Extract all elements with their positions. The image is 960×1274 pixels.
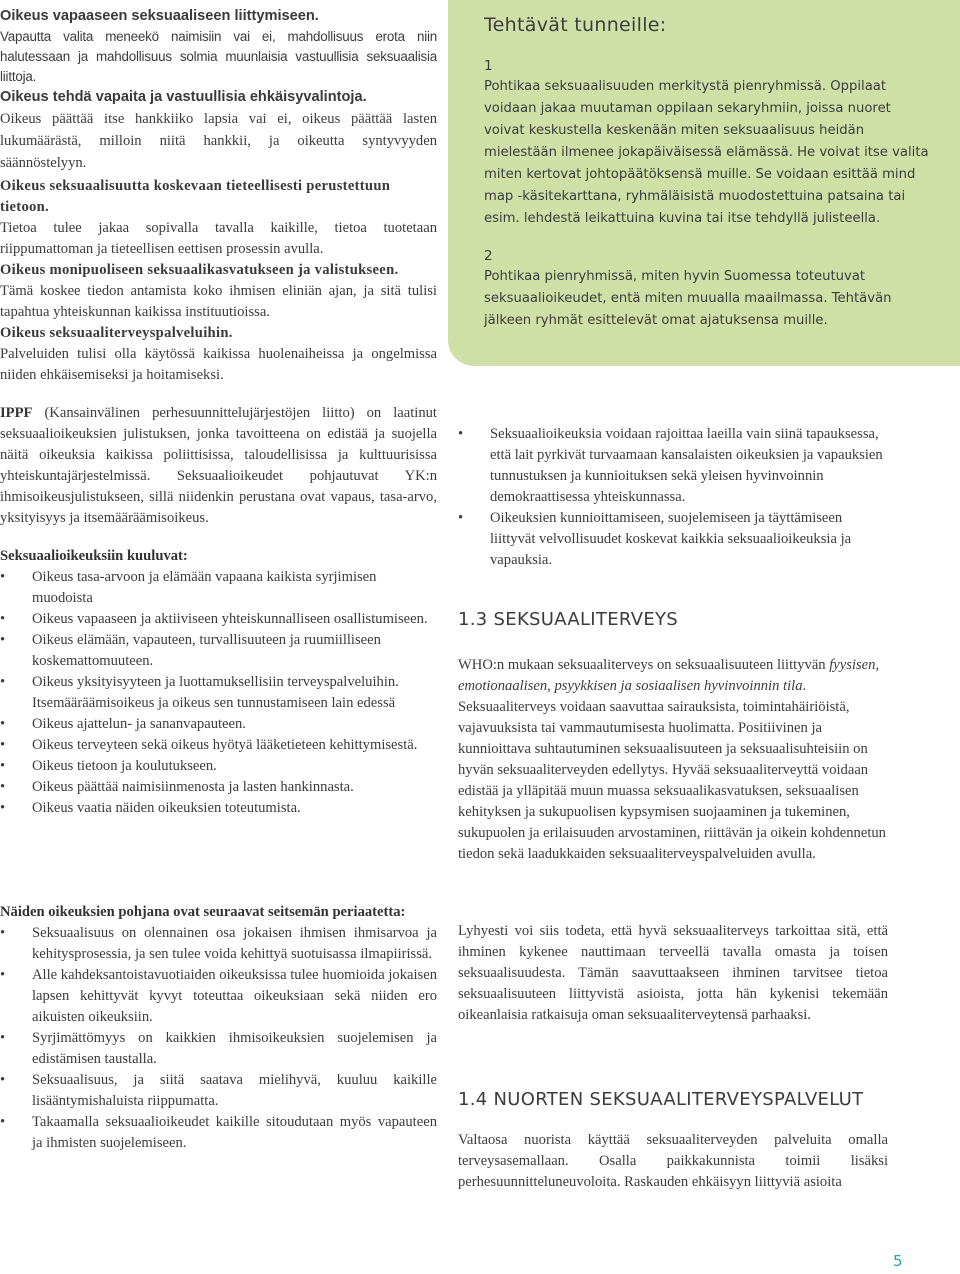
page-number: 5 bbox=[893, 1252, 903, 1270]
right-entry bbox=[0, 176, 437, 260]
right-heading: Oikeus seksuaaliterveyspalveluihin. bbox=[0, 325, 233, 341]
list-item: • Oikeus vapaaseen ja aktiiviseen yhteiskunnalliseen osallistumiseen. bbox=[0, 609, 437, 630]
tasks-title: Tehtävät tunneille: bbox=[484, 14, 667, 36]
task-number: 1 bbox=[484, 58, 493, 74]
limits-bullets bbox=[458, 424, 888, 571]
rights-block bbox=[0, 6, 437, 386]
rights-list bbox=[0, 546, 437, 819]
ippf-paragraph bbox=[0, 403, 437, 529]
list-item: • Syrjimättömyys on kaikkien ihmisoikeuksien suojelemisen ja edistämisen taustalla. bbox=[0, 1028, 437, 1070]
list-item: • Oikeus tasa-arvoon ja elämään vapaana kaikista syrjimisen muodoista bbox=[0, 567, 437, 609]
rights-list-heading: Seksuaalioikeuksiin kuuluvat: bbox=[0, 548, 188, 564]
list-item: • Seksuaalisuus on olennainen osa jokaisen ihmisen ihmisarvoa ja kehitysprosessia, ja sen tulee voida kehittyä suotuisassa ilmapiirissä. bbox=[0, 923, 437, 965]
task-text: Pohtikaa pienryhmissä, miten hyvin Suomessa toteutuvat seksuaalioikeudet, entä miten muualla maailmassa. Tehtävän jälkeen ryhmät esittelevät omat ajatuksensa muille. bbox=[484, 269, 892, 328]
list-item: • Oikeus terveyteen sekä oikeus hyötyä lääketieteen kehittymisestä. bbox=[0, 735, 437, 756]
task-number: 2 bbox=[484, 248, 493, 264]
right-heading: Oikeus monipuoliseen seksuaalikasvatukseen ja valistukseen. bbox=[0, 262, 399, 278]
right-entry bbox=[0, 6, 437, 87]
ippf-text: (Kansainvälinen perhesuunnittelujärjestöjen liitto) on laatinut seksuaalioikeuksien julistuksen, jonka tavoitteena on edistää ja suojella näitä oikeuksia kaikissa poliittisissa, taloudellisissa ja kulttuurisissa yhteiskuntajärjestelmissä. Seksuaalioikeudet pohjautuvat YK:n ihmisoikeusjulistukseen, sillä niidenkin perustana ovat vapaus, tasa-arvo, yksityisyys ja itsemääräämisoikeus. bbox=[0, 405, 437, 526]
task-item bbox=[484, 246, 930, 332]
who-paragraph bbox=[458, 655, 888, 865]
who-intro: WHO:n mukaan seksuaaliterveys on seksuaalisuuteen liittyvän bbox=[458, 657, 830, 673]
who-rest: . Seksuaaliterveys voidaan saavuttaa sairauksista, toimintahäiriöistä, vajavuuksista tai vammautumisesta huolimatta. Positiivinen ja kunnioittava suhtautuminen seksuaalisuuteen ja seksuaalisuhteisiin on hyvän seksuaaliterveyden edellytys. Hyvää seksuaaliterveyttä voidaan edistää ja ylläpitää muun muassa seksuaalikasvatuksen, seksuaalisen kehityksen ja sukupuolisen kypsymisen suojaaminen ja tukeminen, sukupuolen ja erilaisuuden arvostaminen, riittävän ja oikein kohdennetun tiedon sekä laadukkaiden seksuaaliterveyspalveluiden avulla. bbox=[458, 678, 886, 862]
right-body: Palveluiden tulisi olla käytössä kaikissa huolenaiheissa ja ongelmissa niiden ehkäisemiseksi ja hoitamiseksi. bbox=[0, 346, 437, 383]
task-item bbox=[484, 56, 930, 230]
summary-paragraph: Lyhyesti voi siis todeta, että hyvä seksuaaliterveys tarkoittaa sitä, että ihminen kykenee nauttimaan terveellä tavalla omasta ja toisen seksuaalisuudesta. Tämän saavuttaakseen ihminen tarvitsee tietoa seksuaalisuuteen liittyvistä asioista, jotta hän kykenisi tekemään oikeanlaisia ratkaisuja oman seksuaaliterveytensä parhaaksi. bbox=[458, 923, 888, 1023]
who-italic: fyysisen, emotionaalisen, psyykkisen ja sosiaalisen hyvinvoinnin tila bbox=[458, 657, 880, 694]
task-text: Pohtikaa seksuaalisuuden merkitystä pienryhmissä. Oppilaat voidaan jakaa muutaman oppilaan sekaryhmiin, joissa nuoret voivat keskustella keskenään miten seksuaalisuus heidän mielestään ilmenee jokapäiväisessä elämässä. He voivat itse valita miten kertovat johtopäätöksensä muille. Se voidaan esittää mind map -käsitekarttana, ryhmäläisistä muodostettuina patsaina tai esim. lehdestä leikattuina kuvina tai itse tehdyllä julisteella. bbox=[484, 79, 929, 226]
principles-heading: Näiden oikeuksien pohjana ovat seuraavat seitsemän periaatetta: bbox=[0, 904, 406, 920]
right-body: Oikeus päättää itse hankkiiko lapsia vai ei, oikeus päättää lasten lukumäärästä, milloin niitä hankkii, ja oikeutta syntyvyyden säännöstelyyn. bbox=[0, 111, 437, 171]
limits-list bbox=[458, 424, 888, 571]
tasks-box bbox=[448, 0, 960, 366]
section-heading-1-4: 1.4 NUORTEN SEKSUAALITERVEYSPALVELUT bbox=[458, 1089, 864, 1110]
principles-list bbox=[0, 902, 437, 1154]
ippf-abbr: IPPF bbox=[0, 405, 33, 421]
rights-bullets bbox=[0, 567, 437, 819]
list-item: • Oikeus ajattelun- ja sananvapauteen. bbox=[0, 714, 437, 735]
right-body: Tämä koskee tiedon antamista koko ihmisen eliniän ajan, ja sitä tulisi tapahtua yhteiskunnan kaikissa instituutioissa. bbox=[0, 283, 437, 320]
list-item: • Oikeus tietoon ja koulutukseen. bbox=[0, 756, 437, 777]
right-heading: Oikeus tehdä vapaita ja vastuullisia ehkäisyvalintoja. bbox=[0, 89, 367, 105]
right-heading: Oikeus vapaaseen seksuaaliseen liittymiseen. bbox=[0, 8, 319, 24]
youth-paragraph: Valtaosa nuorista käyttää seksuaaliterveyden palveluita omalla terveysasemallaan. Osalla paikkakunnista toimii lisäksi perhesuunnitteluneuvoloita. Raskauden ehkäisyyn liittyviä asioita bbox=[458, 1132, 888, 1190]
list-item: • Seksuaalioikeuksia voidaan rajoittaa laeilla vain siinä tapauksessa, että lait pyrkivät turvaamaan kansalaisten oikeuksien ja vapauksien tunnustuksen ja kunnioituksen sekä yleisen hyvinvoinnin demokraattisessa yhteiskunnassa. bbox=[458, 424, 888, 508]
list-item: • Takaamalla seksuaalioikeudet kaikille sitoudutaan myös vapauteen ja ihmisten suojelemiseen. bbox=[0, 1112, 437, 1154]
list-item: • Oikeus vaatia näiden oikeuksien toteutumista. bbox=[0, 798, 437, 819]
section-heading-1-3: 1.3 SEKSUAALITERVEYS bbox=[458, 609, 679, 630]
principles-bullets bbox=[0, 923, 437, 1154]
list-item: • Oikeus yksityisyyteen ja luottamuksellisiin terveyspalveluihin. Itsemääräämisoikeus ja oikeus sen tunnustamiseen lain edessä bbox=[0, 672, 437, 714]
right-entry bbox=[0, 87, 437, 174]
right-entry bbox=[0, 260, 437, 323]
list-item: • Oikeus päättää naimisiinmenosta ja lasten hankinnasta. bbox=[0, 777, 437, 798]
right-heading: Oikeus seksuaalisuutta koskevaan tieteellisesti perustettuun tietoon. bbox=[0, 178, 391, 215]
list-item: • Alle kahdeksantoistavuotiaiden oikeuksissa tulee huomioida jokaisen lapsen kehittyvät kyvyt toteuttaa oikeuksiaan sekä niiden ero aikuisten oikeuksiin. bbox=[0, 965, 437, 1028]
list-item: • Seksuaalisuus, ja siitä saatava mielihyvä, kuuluu kaikille lisääntymishaluista riippumatta. bbox=[0, 1070, 437, 1112]
list-item: • Oikeus elämään, vapauteen, turvallisuuteen ja ruumiilliseen koskemattomuuteen. bbox=[0, 630, 437, 672]
right-body: Tietoa tulee jakaa sopivalla tavalla kaikille, tietoa tuotetaan riippumattoman ja tieteellisen eettisen prosessin avulla. bbox=[0, 220, 437, 257]
list-item: • Oikeuksien kunnioittamiseen, suojelemiseen ja täyttämiseen liittyvät velvollisuudet koskevat kaikkia seksuaalioikeuksia ja vapauksia. bbox=[458, 508, 888, 571]
right-entry bbox=[0, 323, 437, 386]
right-body: Vapautta valita meneekö naimisiin vai ei, mahdollisuus erota niin halutessaan ja mahdollisuus solmia muunlaisia vastuullisia seksuaalisia liittoja. bbox=[0, 29, 437, 84]
